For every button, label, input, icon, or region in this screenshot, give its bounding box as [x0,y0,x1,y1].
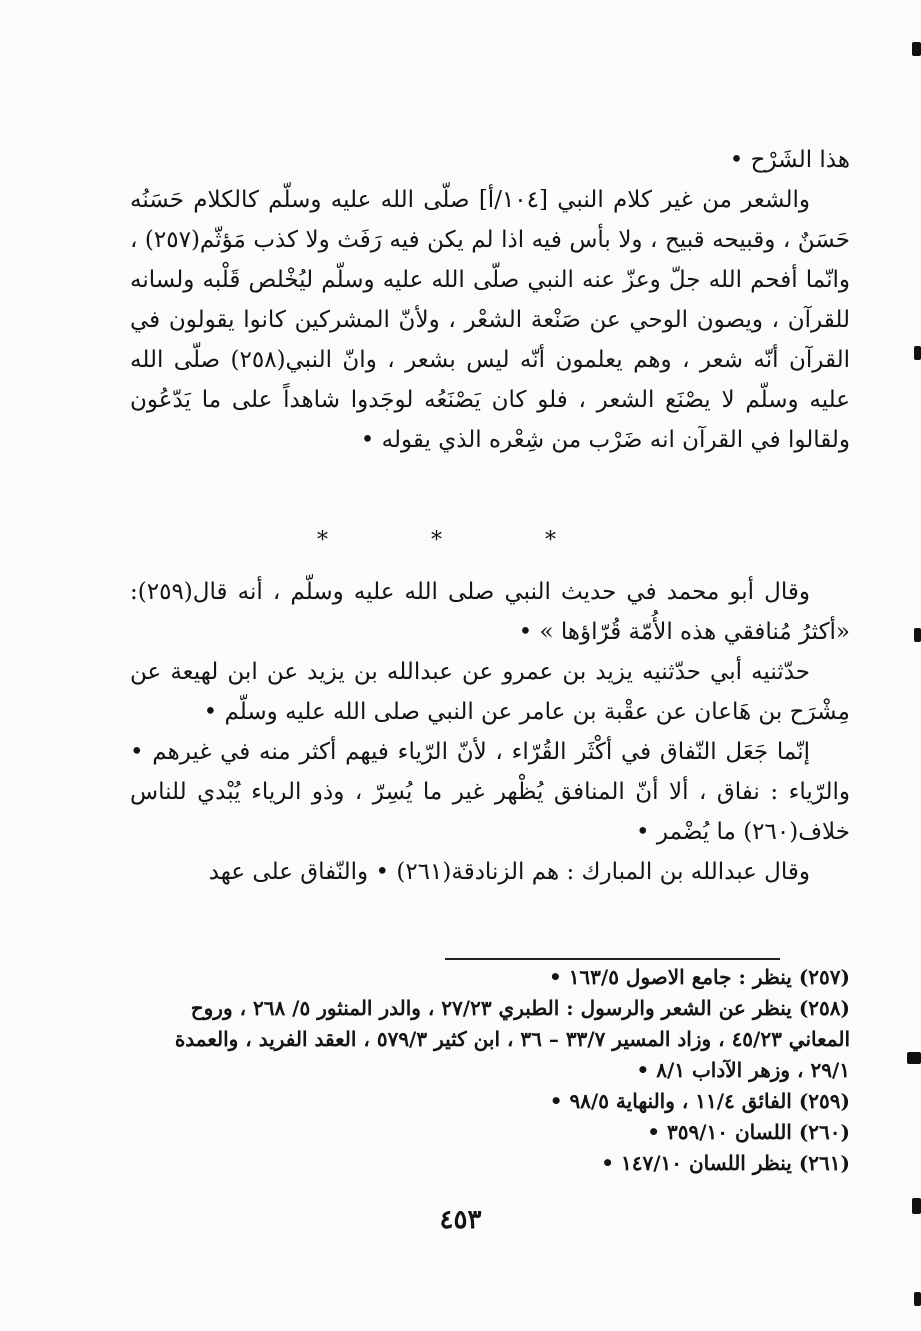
footnote-261: (٢٦١) ينظر اللسان ١٤٧/١٠ • [601,1151,850,1175]
scan-edge-mark [914,1292,921,1306]
page-number: ٤٥٣ [439,1205,482,1235]
paragraph-6: وقال عبدالله بن المبارك : هم الزنادقة(٢٦١) • والنّفاق على عهد [208,859,810,885]
footnotes [130,962,850,1179]
paragraph-5: إنّما جَعَل النّفاق في أكْثَر القُرّاء ، لأنّ الرّياء فيهم أكثر منه في غيرهم • والرّياء : نفاق ، ألا أنّ المنافق يُظْهر غير ما يُسِرّ ، وذو الرياء يُبْدي للناس خلاف(٢٦٠) ما يُضْمر • [130,739,850,845]
footnote-258: (٢٥٨) ينظر عن الشعر والرسول : الطبري ٢٧/٢٣ ، والدر المنثور ٥/ ٢٦٨ ، وروح المعاني ٤٥/٢٣ ، وزاد المسير ٣٣/٧ – ٣٦ ، ابن كثير ٥٧٩/٣ ، العقد الفريد ، والعمدة ٢٩/١ ، وزهر الآداب ٨/١ • [174,996,850,1082]
paragraph-1: هذا الشَرْح • [729,147,850,173]
scan-edge-mark [907,1052,921,1064]
paragraph-2: والشعر من غير كلام النبي [١٠٤/أ] صلّى الله عليه وسلّم كالكلام حَسَنُه حَسَنٌ ، وقبيحه قبيح ، ولا بأس فيه اذا لم يكن فيه رَفَث ولا كذب مَؤثّم(٢٥٧) ، وانّما أفحم الله جلّ وعزّ عنه النبي صلّى الله عليه وسلّم ليُخْلص قَلْبه ولسانه للقرآن ، ويصون الوحي عن صَنْعة الشعْر ، ولأنّ المشركين كانوا يقولون في القرآن أنّه شعر ، وهم يعلمون أنّه ليس بشعر ، وانّ النبي(٢٥٨) صلّى الله عليه وسلّم لا يصْنَع الشعر ، فلو كان يَصْنَعُه لوجَدوا شاهداً على ما يَدّعُون ولقالوا في القرآن انه ضَرْب من شِعْره الذي يقوله • [130,187,850,453]
scan-edge-mark [914,628,921,642]
footnote-rule [445,958,780,960]
footnote-260: (٢٦٠) اللسان ٣٥٩/١٠ • [647,1120,850,1144]
main-text-bottom [130,572,850,892]
section-separator: * * * [317,528,604,553]
main-text-top [130,140,850,460]
scan-edge-mark [914,346,921,360]
footnote-259: (٢٥٩) الفائق ١١/٤ ، والنهاية ٩٨/٥ • [549,1089,850,1113]
paragraph-4: حدّثنيه أبي حدّثنيه يزيد بن عمرو عن عبدالله بن يزيد عن ابن لهيعة عن مِشْرَح بن هَاعان عن عقْبة بن عامر عن النبي صلى الله عليه وسلّم • [130,659,850,725]
paragraph-3: وقال أبو محمد في حديث النبي صلى الله عليه وسلّم ، أنه قال(٢٥٩): «أكثرُ مُنافقي هذه الأُمّة قُرّاؤها » • [130,579,850,645]
scan-edge-mark [912,42,921,56]
scan-edge-mark [912,1198,921,1214]
footnote-257: (٢٥٧) ينظر : جامع الاصول ١٦٣/٥ • [548,965,850,989]
